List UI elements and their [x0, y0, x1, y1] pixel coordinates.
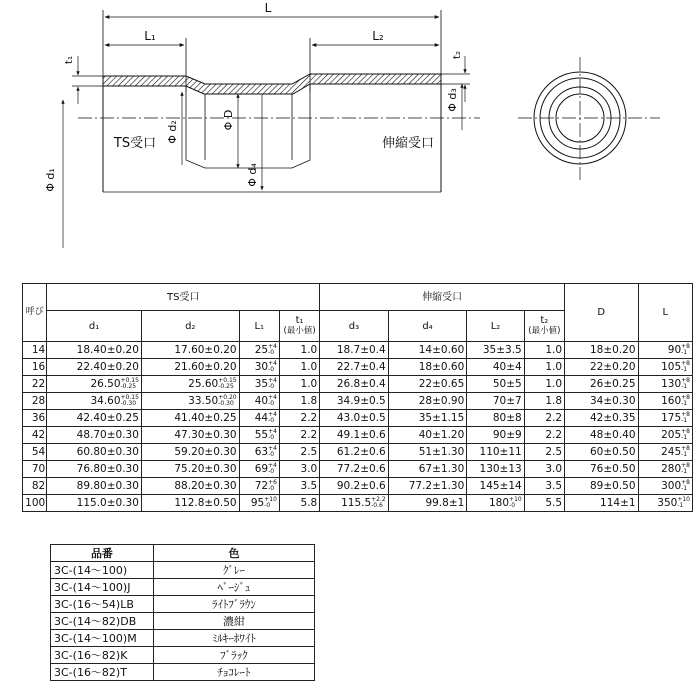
- cell-D: 18±0.20: [565, 342, 639, 359]
- cell-D: 34±0.30: [565, 393, 639, 410]
- cell-L2: 180 +10 -0: [467, 495, 524, 512]
- cell-L: 130 +8 -1: [638, 376, 692, 393]
- cell-d2: 47.30±0.30: [141, 427, 239, 444]
- cell-t1: 2.5: [279, 444, 319, 461]
- cell-L1: 40 +4 -0: [239, 393, 279, 410]
- cell-D: 22±0.20: [565, 359, 639, 376]
- cell-t1: 1.0: [279, 342, 319, 359]
- cell-d2: 59.20±0.30: [141, 444, 239, 461]
- cell-t2: 1.0: [524, 359, 564, 376]
- cell-L1: 69 +4 -0: [239, 461, 279, 478]
- cell-L2: 50±5: [467, 376, 524, 393]
- cell-L2: 130±13: [467, 461, 524, 478]
- dim-label-D: Φ D: [222, 109, 235, 131]
- cell-color: ﾐﾙｷｰﾎﾜｲﾄ: [153, 630, 314, 647]
- header-t2: [524, 311, 564, 342]
- color-table: [50, 544, 315, 681]
- cell-t1: 3.0: [279, 461, 319, 478]
- cell-size: 82: [23, 478, 47, 495]
- cell-L2: 80±8: [467, 410, 524, 427]
- cell-L: 280 +8 -1: [638, 461, 692, 478]
- header-color: 色: [153, 545, 314, 562]
- cell-color: ﾁｮｺﾚｰﾄ: [153, 664, 314, 681]
- cell-d4: 28±0.90: [388, 393, 467, 410]
- cell-L1: 63 +4 -0: [239, 444, 279, 461]
- cell-t2: 5.5: [524, 495, 564, 512]
- table-row: [23, 342, 693, 359]
- cell-part-number: 3C-(16～82)T: [51, 664, 154, 681]
- cell-d1: 48.70±0.30: [47, 427, 142, 444]
- table-row: [51, 647, 315, 664]
- cell-d1: 76.80±0.30: [47, 461, 142, 478]
- cell-L: 160 +8 -1: [638, 393, 692, 410]
- cell-part-number: 3C-(16～82)K: [51, 647, 154, 664]
- cell-size: 22: [23, 376, 47, 393]
- table-row: [23, 393, 693, 410]
- dim-label-d2: Φ d₂: [166, 120, 179, 144]
- cell-d4: 67±1.30: [388, 461, 467, 478]
- cell-L1: 25 +4 -0: [239, 342, 279, 359]
- cell-D: 42±0.35: [565, 410, 639, 427]
- cell-L2: 40±4: [467, 359, 524, 376]
- cell-t1: 1.0: [279, 359, 319, 376]
- cell-t2: 1.0: [524, 376, 564, 393]
- cell-L: 300 +8 -1: [638, 478, 692, 495]
- header-L: L: [638, 284, 692, 342]
- header-t1-label: t₁: [295, 315, 304, 326]
- table-row: [23, 461, 693, 478]
- cell-d2: 25.60 +0.15 -0.25: [141, 376, 239, 393]
- header-t2-note: (最小値): [528, 326, 561, 336]
- cell-t1: 2.2: [279, 427, 319, 444]
- cell-d1: 34.60 +0.15 -0.30: [47, 393, 142, 410]
- cell-D: 76±0.50: [565, 461, 639, 478]
- cell-L1: 35 +4 -0: [239, 376, 279, 393]
- cell-L: 350 +10 -1: [638, 495, 692, 512]
- header-d4: d₄: [388, 311, 467, 342]
- cell-D: 114±1: [565, 495, 639, 512]
- cell-size: 70: [23, 461, 47, 478]
- table-row: [23, 376, 693, 393]
- cell-part-number: 3C-(14～100)J: [51, 579, 154, 596]
- cell-t2: 1.0: [524, 342, 564, 359]
- header-part-number: 品番: [51, 545, 154, 562]
- cell-size: 42: [23, 427, 47, 444]
- table-row: [51, 613, 315, 630]
- cell-color: ﾗｲﾄﾌﾞﾗｳﾝ: [153, 596, 314, 613]
- cell-t1: 2.2: [279, 410, 319, 427]
- cell-d2: 112.8±0.50: [141, 495, 239, 512]
- cell-D: 26±0.25: [565, 376, 639, 393]
- cell-L1: 30 +4 -0: [239, 359, 279, 376]
- cell-t1: 3.5: [279, 478, 319, 495]
- cell-L: 245 +8 -1: [638, 444, 692, 461]
- cell-L: 90 +8 -1: [638, 342, 692, 359]
- cell-d4: 51±1.30: [388, 444, 467, 461]
- cell-d3: 43.0±0.5: [320, 410, 389, 427]
- cell-d3: 34.9±0.5: [320, 393, 389, 410]
- label-expansion-socket: 伸縮受口: [381, 136, 435, 151]
- cell-d2: 33.50 +0.20 -0.30: [141, 393, 239, 410]
- header-t1-note: (最小値): [283, 326, 316, 336]
- cell-d1: 60.80±0.30: [47, 444, 142, 461]
- cell-d1: 89.80±0.30: [47, 478, 142, 495]
- cell-D: 60±0.50: [565, 444, 639, 461]
- cell-L1: 95 +10 -0: [239, 495, 279, 512]
- cell-d3: 26.8±0.4: [320, 376, 389, 393]
- header-t2-label: t₂: [540, 315, 549, 326]
- header-d3: d₃: [320, 311, 389, 342]
- cell-d4: 35±1.15: [388, 410, 467, 427]
- table-row: [23, 410, 693, 427]
- table-row: [23, 427, 693, 444]
- cell-d4: 14±0.60: [388, 342, 467, 359]
- cell-L2: 110±11: [467, 444, 524, 461]
- label-ts-socket: TS受口: [113, 136, 157, 151]
- dim-label-L1: L₁: [144, 29, 156, 43]
- header-ts-socket: TS受口: [47, 284, 320, 311]
- cell-L: 105 +8 -1: [638, 359, 692, 376]
- cell-d2: 41.40±0.25: [141, 410, 239, 427]
- cell-d3: 22.7±0.4: [320, 359, 389, 376]
- cell-d3: 115.5 +2.2 -0.6: [320, 495, 389, 512]
- header-D: D: [565, 284, 639, 342]
- cell-t2: 2.2: [524, 427, 564, 444]
- cell-size: 14: [23, 342, 47, 359]
- cell-d4: 18±0.60: [388, 359, 467, 376]
- table-row: [23, 478, 693, 495]
- header-t1: [279, 311, 319, 342]
- table-row: [51, 579, 315, 596]
- cell-part-number: 3C-(16～54)LB: [51, 596, 154, 613]
- cell-part-number: 3C-(14～82)DB: [51, 613, 154, 630]
- cell-t2: 2.2: [524, 410, 564, 427]
- cell-d4: 40±1.20: [388, 427, 467, 444]
- spec-table: [22, 283, 693, 512]
- cell-d2: 88.20±0.30: [141, 478, 239, 495]
- cell-size: 28: [23, 393, 47, 410]
- cell-L2: 90±9: [467, 427, 524, 444]
- cell-t2: 3.5: [524, 478, 564, 495]
- header-L1: L₁: [239, 311, 279, 342]
- cell-d3: 90.2±0.6: [320, 478, 389, 495]
- header-size: 呼び: [23, 284, 47, 342]
- table-row: [51, 630, 315, 647]
- cell-color: ﾌﾞﾗｯｸ: [153, 647, 314, 664]
- cell-L: 205 +8 -1: [638, 427, 692, 444]
- cell-d4: 99.8±1: [388, 495, 467, 512]
- cell-part-number: 3C-(14～100): [51, 562, 154, 579]
- end-view: [518, 57, 660, 180]
- cell-d3: 49.1±0.6: [320, 427, 389, 444]
- table-row: [51, 664, 315, 681]
- cell-D: 48±0.40: [565, 427, 639, 444]
- fitting-drawing: [0, 0, 700, 272]
- cell-t2: 3.0: [524, 461, 564, 478]
- cell-part-number: 3C-(14～100)M: [51, 630, 154, 647]
- cell-color: 濃紺: [153, 613, 314, 630]
- cell-d3: 61.2±0.6: [320, 444, 389, 461]
- cell-d1: 18.40±0.20: [47, 342, 142, 359]
- cell-t1: 5.8: [279, 495, 319, 512]
- cell-size: 100: [23, 495, 47, 512]
- cell-d4: 77.2±1.30: [388, 478, 467, 495]
- header-L2: L₂: [467, 311, 524, 342]
- header-d2: d₂: [141, 311, 239, 342]
- cell-L1: 55 +4 -0: [239, 427, 279, 444]
- header-d1: d₁: [47, 311, 142, 342]
- cell-color: ﾍﾞｰｼﾞｭ: [153, 579, 314, 596]
- dim-label-L: L: [264, 1, 272, 15]
- cell-d1: 42.40±0.25: [47, 410, 142, 427]
- cell-d3: 18.7±0.4: [320, 342, 389, 359]
- cell-L1: 44 +4 -0: [239, 410, 279, 427]
- cell-d1: 115.0±0.30: [47, 495, 142, 512]
- cell-d4: 22±0.65: [388, 376, 467, 393]
- cell-d2: 75.20±0.30: [141, 461, 239, 478]
- dim-label-d1: Φ d₁: [44, 168, 57, 192]
- cell-D: 89±0.50: [565, 478, 639, 495]
- cell-t2: 1.8: [524, 393, 564, 410]
- cell-L1: 72 +6 -0: [239, 478, 279, 495]
- dim-label-d4: Φ d₄: [246, 163, 259, 187]
- table-row: [51, 596, 315, 613]
- cell-t2: 2.5: [524, 444, 564, 461]
- cell-t1: 1.8: [279, 393, 319, 410]
- cell-L2: 35±3.5: [467, 342, 524, 359]
- dim-label-t2: t₂: [452, 51, 463, 59]
- cell-L2: 145±14: [467, 478, 524, 495]
- cell-d1: 26.50 +0.15 -0.25: [47, 376, 142, 393]
- cell-L2: 70±7: [467, 393, 524, 410]
- dim-label-L2: L₂: [372, 29, 384, 43]
- cell-t1: 1.0: [279, 376, 319, 393]
- dim-label-t1: t₁: [64, 56, 75, 64]
- table-row: [51, 562, 315, 579]
- table-row: [23, 444, 693, 461]
- cell-d2: 21.60±0.20: [141, 359, 239, 376]
- cell-color: ｸﾞﾚｰ: [153, 562, 314, 579]
- table-row: [23, 495, 693, 512]
- cell-d2: 17.60±0.20: [141, 342, 239, 359]
- dim-label-d3: Φ d₃: [446, 88, 459, 112]
- cell-d1: 22.40±0.20: [47, 359, 142, 376]
- table-row: [23, 359, 693, 376]
- header-expansion-socket: 伸縮受口: [320, 284, 565, 311]
- pipe-wall-section: [103, 74, 441, 94]
- cell-size: 16: [23, 359, 47, 376]
- cell-size: 36: [23, 410, 47, 427]
- cell-d3: 77.2±0.6: [320, 461, 389, 478]
- cell-size: 54: [23, 444, 47, 461]
- cell-L: 175 +8 -1: [638, 410, 692, 427]
